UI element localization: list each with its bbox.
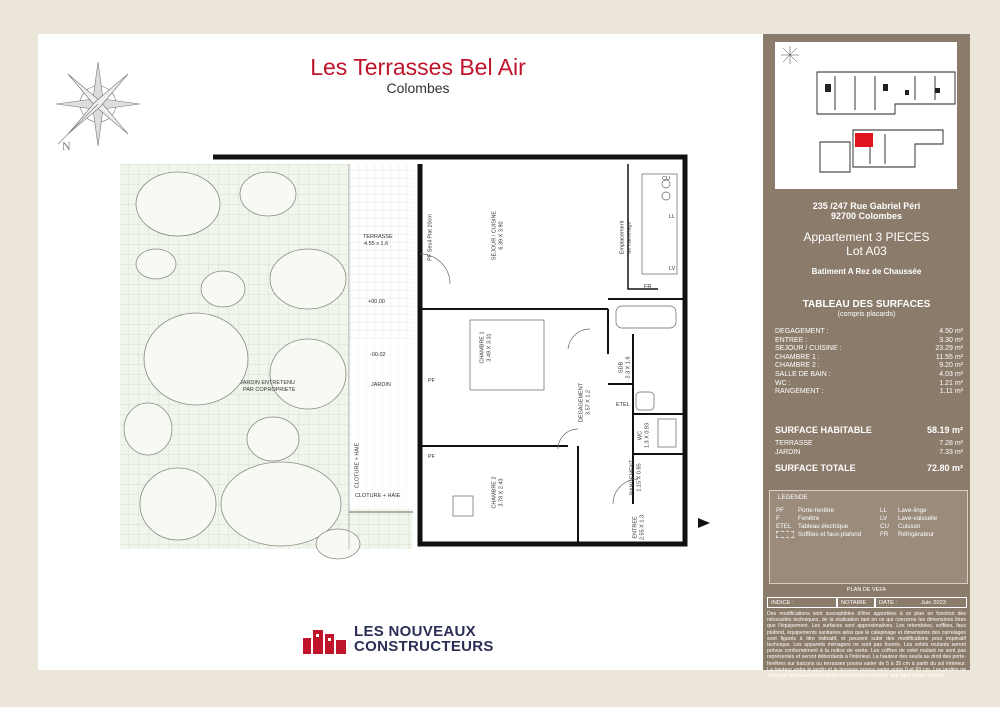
degagement-dim: 3.57 X 1.2 <box>585 389 592 416</box>
date-box: DATE : Juin 2023 <box>875 597 967 608</box>
legend-code: FR <box>880 531 889 538</box>
cloture-label: CLOTURE + HAIE <box>354 442 361 489</box>
cu-label: CU <box>662 176 670 182</box>
address-line: 92700 Colombes <box>830 211 903 221</box>
rangement-label: RANGEMENT <box>629 459 636 496</box>
legend-code: ETEL <box>776 523 792 530</box>
legal-disclaimer: Des modifications sont susceptibles d'être apportées à ce plan en fonction des nécessités techniques, de la réalisation tant en ce qui concerne les dimensions litres que l'équipement. Les surfaces sont approximatives. Les retombées, soffites, faux plafond, équipements sanitaires ainsi que le calepinage et dimensions des carrelages sont figurés à titre indicatif, et peuvent subir des modifications pour impératif technique. Les appareils ménagers ne sont pas fournis. Les volets roulants seront prévus conformément à la notice de vente. Les coffres de volet roulant ne sont pas représentés et seront débordants à l'intérieur. La hauteur des seuils au droit des porte-fenêtres sur balcons ou terrasses pourra varier de 5 à 35 cm à partir du sol intérieur. La hauteur entre le jardin et la terrasse pourra varier entre 0 et 60 cm. Les jardins ne sont pas nécessairement plats et pourront comporter des talus et des pentes. <box>767 611 966 680</box>
legend-text: Fenêtre <box>798 515 820 522</box>
terrasse-label: TERRASSE <box>363 234 393 240</box>
surface-row: DEGAGEMENT : 4.50 m² <box>775 328 963 335</box>
chambre2-label: CHAMBRE 2 <box>491 476 498 509</box>
pf-note: PF Seuil Plat 20cm <box>427 214 434 261</box>
legend-text: Cuisson <box>898 523 921 530</box>
chambre1-dim: 3.49 X 3.31 <box>486 333 493 362</box>
entree-label: ENTREE <box>632 516 639 539</box>
fr-label: FR <box>644 284 652 290</box>
legend-code: LV <box>880 515 888 522</box>
terrasse-dim: 4.55 x 1.6 <box>364 241 389 247</box>
project-title: Les Terrasses Bel Air <box>310 54 526 80</box>
degagement-label: DEGAGEMENT <box>578 382 585 423</box>
legend-text: Soffites et faux-plafond <box>798 531 862 538</box>
cloture-label: CLOTURE + HAIE <box>355 493 401 499</box>
legend <box>769 490 968 584</box>
pf-label: PF <box>428 378 436 384</box>
surface-row: CHAMBRE 2 : 9.20 m² <box>775 362 963 370</box>
surfaces-subtitle: (compris placards) <box>837 311 896 318</box>
soffite-swatch-icon <box>776 531 794 538</box>
total-row: SURFACE TOTALE 72.80 m² <box>775 463 963 473</box>
legend-text: Porte-fenêtre <box>798 507 835 514</box>
project-city: Colombes <box>386 80 450 96</box>
legend-title: LEGENDE <box>778 494 808 501</box>
sdb-dim: 2.3 X 1.6 <box>625 356 632 379</box>
legend-text: Lave-vaisselle <box>898 515 938 522</box>
level-mark: -00.02 <box>370 352 386 358</box>
habitable-row: SURFACE HABITABLE 58.19 m² <box>775 425 963 435</box>
lot-number: Lot A03 <box>846 244 887 258</box>
extra-row: JARDIN 7.33 m² <box>775 448 963 456</box>
brand-name: LES NOUVEAUX CONSTRUCTEURS <box>354 623 494 655</box>
surface-row: CHAMBRE 1 : 11.55 m² <box>775 353 963 361</box>
chambre2-dim: 3.78 X 2.43 <box>498 478 505 507</box>
legend-code: PF <box>776 507 784 514</box>
sdb-label: SDB <box>618 361 625 374</box>
building-key-map <box>775 42 957 189</box>
notaire-box: NOTAIRE <box>837 597 875 608</box>
surface-row: WC : 1.21 m² <box>775 379 963 387</box>
legend-text: Tableau électrique <box>798 523 849 530</box>
emplacement-label: Emplacement <box>619 220 626 255</box>
jardin-commun-label: PAR COPROPRIETE <box>243 387 296 393</box>
indice-box: INDICE : <box>767 597 837 608</box>
surface-row: SALLE DE BAIN : 4.03 m² <box>775 371 963 378</box>
lv-label: LV <box>669 266 676 272</box>
vefa-row <box>767 597 967 608</box>
building-level: Batiment A Rez de Chaussée <box>811 267 922 276</box>
legend-code: CU <box>880 523 889 530</box>
emplacement-label: de camerage <box>626 221 633 254</box>
vefa-title: PLAN DE VEFA <box>846 587 887 593</box>
surface-row: ENTREE : 3.30 m² <box>775 336 963 344</box>
legend-code: LL <box>880 507 887 514</box>
pf-label: PF <box>428 454 436 460</box>
address-line: 235 /247 Rue Gabriel Péri <box>812 201 921 211</box>
legend-code: F <box>776 515 780 522</box>
surface-row: SEJOUR / CUISINE : 23.29 m² <box>775 345 963 353</box>
extra-row: TERRASSE 7.28 m² <box>775 440 963 447</box>
wc-dim: 1.3 X 0.93 <box>644 422 651 449</box>
chambre1-label: CHAMBRE 1 <box>479 331 486 364</box>
svg-text:N: N <box>62 139 71 153</box>
jardin-commun-label: JARDIN ENTRETENU <box>240 380 296 386</box>
entree-dim: 2.55 X 1.3 <box>639 514 646 541</box>
level-mark: +00.00 <box>368 299 385 305</box>
surface-row: RANGEMENT : 1.11 m² <box>775 388 963 396</box>
sejour-label: SEJOUR / CUISINE <box>491 210 498 261</box>
legend-text: Réfrigérateur <box>898 531 935 538</box>
brand-logo-icon <box>301 624 351 656</box>
rangement-dim: 1.15 X 0.85 <box>636 463 643 492</box>
sejour-dim: 6.39 X 3.90 <box>498 221 505 250</box>
wc-label: WC <box>637 430 644 441</box>
info-panel <box>763 34 970 680</box>
apartment-type: Appartement 3 PIECES <box>803 230 930 244</box>
surfaces-title: TABLEAU DES SURFACES <box>802 299 931 310</box>
legend-text: Lave-linge <box>898 507 927 514</box>
jardin-label: JARDIN <box>371 382 391 388</box>
etel-label: ETEL <box>616 402 630 408</box>
ll-label: LL <box>669 214 676 220</box>
